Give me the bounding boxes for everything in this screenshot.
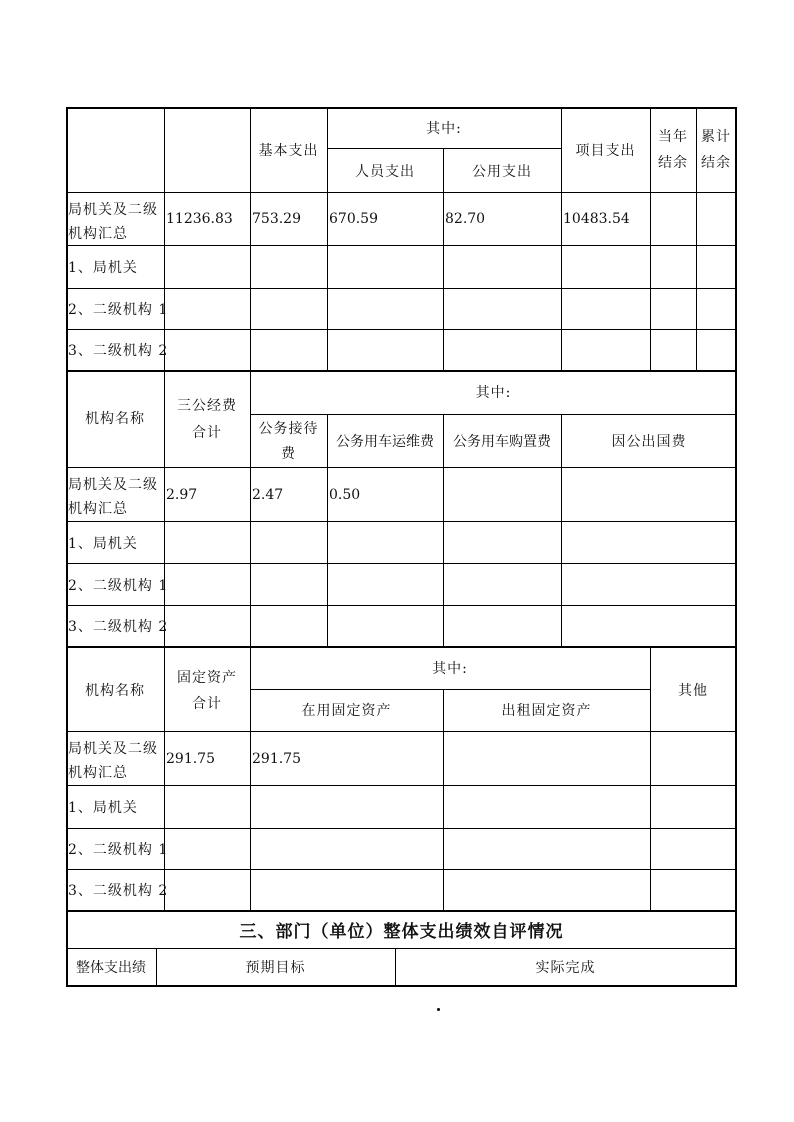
row-bureau-name: 1、局机关 bbox=[68, 800, 138, 816]
header-overall-expense: 整体支出绩 bbox=[76, 960, 146, 976]
header-public-expense: 公用支出 bbox=[472, 164, 532, 180]
cell-total: 11236.83 bbox=[166, 211, 233, 227]
cell-reception: 2.47 bbox=[252, 487, 284, 503]
header-total-line2: 合计 bbox=[192, 696, 222, 712]
header-abroad-travel: 因公出国费 bbox=[611, 434, 687, 450]
header-total-line2: 合计 bbox=[192, 425, 222, 441]
header-year-balance-line2: 结余 bbox=[658, 155, 688, 171]
header-other: 其他 bbox=[678, 683, 708, 699]
cell-personnel: 670.59 bbox=[329, 211, 378, 227]
row-summary-name-line1: 局机关及二级 bbox=[68, 202, 158, 218]
header-total-line1: 固定资产 bbox=[177, 670, 237, 686]
row-sub-org-1-name: 2、二级机构 1 bbox=[68, 842, 169, 858]
header-cum-balance-line2: 结余 bbox=[701, 155, 731, 171]
header-vehicle-operation: 公务用车运维费 bbox=[336, 434, 434, 450]
header-vehicle-purchase: 公务用车购置费 bbox=[453, 434, 551, 450]
header-actual-completion: 实际完成 bbox=[535, 960, 596, 976]
cell-total: 2.97 bbox=[166, 487, 198, 503]
row-sub-org-2-name: 3、二级机构 2 bbox=[68, 619, 169, 635]
row-summary-name-line2: 机构汇总 bbox=[68, 501, 128, 517]
header-assets-in-use: 在用固定资产 bbox=[301, 703, 392, 719]
header-reception-line1: 公务接待 bbox=[258, 421, 319, 437]
row-sub-org-1-name: 2、二级机构 1 bbox=[68, 578, 169, 594]
cell-public: 82.70 bbox=[445, 211, 486, 227]
scan-speck bbox=[437, 1008, 440, 1011]
cell-basic: 753.29 bbox=[252, 211, 301, 227]
header-total-line1: 三公经费 bbox=[177, 398, 237, 414]
row-sub-org-2-name: 3、二级机构 2 bbox=[68, 343, 169, 359]
header-personnel-expense: 人员支出 bbox=[355, 164, 415, 180]
row-sub-org-1-name: 2、二级机构 1 bbox=[68, 302, 169, 318]
row-summary-name-line2: 机构汇总 bbox=[68, 226, 128, 242]
header-of-which: 其中: bbox=[432, 661, 468, 677]
row-summary-name-line1: 局机关及二级 bbox=[68, 741, 158, 757]
row-sub-org-2-name: 3、二级机构 2 bbox=[68, 883, 169, 899]
header-basic-expense: 基本支出 bbox=[258, 143, 319, 159]
header-org-name: 机构名称 bbox=[85, 683, 145, 699]
header-cum-balance-line1: 累计 bbox=[701, 129, 731, 145]
header-year-balance-line1: 当年 bbox=[658, 129, 688, 145]
header-expected-target: 预期目标 bbox=[245, 960, 306, 976]
cell-vehicle-operation: 0.50 bbox=[329, 487, 361, 503]
header-of-which: 其中: bbox=[475, 385, 512, 401]
header-assets-rented: 出租固定资产 bbox=[501, 703, 592, 719]
row-summary-name-line1: 局机关及二级 bbox=[68, 477, 158, 493]
row-bureau-name: 1、局机关 bbox=[68, 260, 138, 276]
header-reception-line2: 费 bbox=[281, 446, 296, 462]
header-of-which: 其中: bbox=[426, 121, 462, 137]
cell-total: 291.75 bbox=[166, 751, 215, 767]
row-bureau-name: 1、局机关 bbox=[68, 536, 138, 552]
cell-assets-in-use: 291.75 bbox=[252, 751, 301, 767]
header-project-expense: 项目支出 bbox=[575, 143, 636, 159]
header-org-name: 机构名称 bbox=[85, 411, 145, 427]
row-summary-name-line2: 机构汇总 bbox=[68, 765, 128, 781]
cell-project: 10483.54 bbox=[563, 211, 630, 227]
section-title: 三、部门（单位）整体支出绩效自评情况 bbox=[239, 922, 564, 942]
